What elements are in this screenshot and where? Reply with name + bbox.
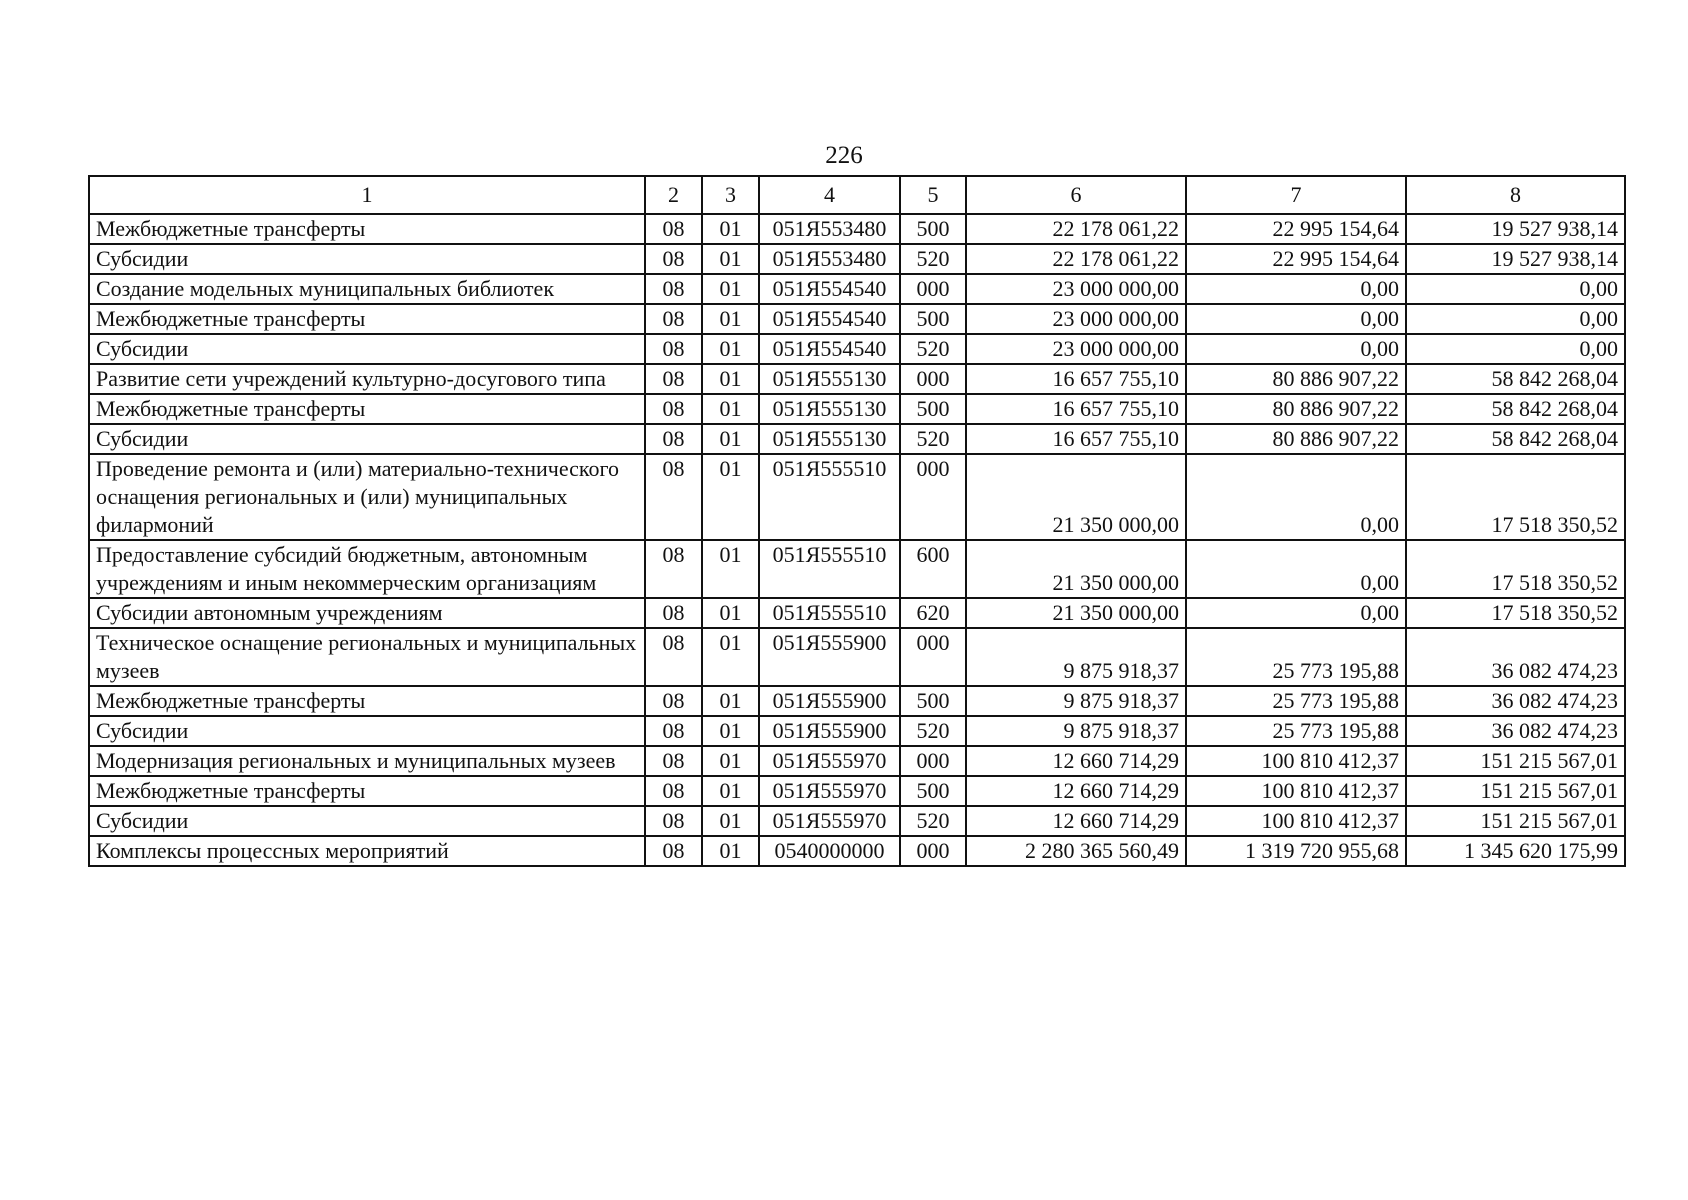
target-article-cell: 051Я554540	[759, 334, 900, 364]
amount-col7-cell: 100 810 412,37	[1186, 776, 1406, 806]
table-row	[89, 214, 1625, 244]
subsection-code-cell: 01	[702, 628, 759, 686]
target-article-cell: 051Я555510	[759, 454, 900, 540]
item-name-cell: Межбюджетные трансферты	[89, 394, 645, 424]
section-code-cell: 08	[645, 686, 702, 716]
subsection-code-cell: 01	[702, 806, 759, 836]
amount-col7-cell: 80 886 907,22	[1186, 364, 1406, 394]
section-code-cell: 08	[645, 628, 702, 686]
section-code-cell: 08	[645, 454, 702, 540]
header-cell-4: 4	[759, 176, 900, 214]
target-article-cell: 051Я553480	[759, 214, 900, 244]
section-code-cell: 08	[645, 394, 702, 424]
section-code-cell: 08	[645, 424, 702, 454]
amount-col7-cell: 0,00	[1186, 274, 1406, 304]
amount-col8-cell: 151 215 567,01	[1406, 776, 1625, 806]
table-row	[89, 364, 1625, 394]
expense-type-cell: 000	[900, 364, 966, 394]
expense-type-cell: 500	[900, 776, 966, 806]
amount-col7-cell: 25 773 195,88	[1186, 716, 1406, 746]
target-article-cell: 051Я555970	[759, 746, 900, 776]
target-article-cell: 051Я554540	[759, 304, 900, 334]
target-article-cell: 051Я555900	[759, 628, 900, 686]
amount-col8-cell: 58 842 268,04	[1406, 364, 1625, 394]
target-article-cell: 051Я555900	[759, 686, 900, 716]
subsection-code-cell: 01	[702, 836, 759, 866]
target-article-cell: 051Я555970	[759, 806, 900, 836]
section-code-cell: 08	[645, 746, 702, 776]
amount-col8-cell: 58 842 268,04	[1406, 424, 1625, 454]
target-article-cell: 051Я555130	[759, 364, 900, 394]
expense-type-cell: 000	[900, 628, 966, 686]
expense-type-cell: 500	[900, 214, 966, 244]
subsection-code-cell: 01	[702, 424, 759, 454]
item-name-cell: Межбюджетные трансферты	[89, 304, 645, 334]
header-cell-2: 2	[645, 176, 702, 214]
amount-col7-cell: 80 886 907,22	[1186, 424, 1406, 454]
amount-col8-cell: 36 082 474,23	[1406, 628, 1625, 686]
amount-col8-cell: 19 527 938,14	[1406, 214, 1625, 244]
subsection-code-cell: 01	[702, 746, 759, 776]
amount-col7-cell: 0,00	[1186, 304, 1406, 334]
amount-col8-cell: 17 518 350,52	[1406, 598, 1625, 628]
expense-type-cell: 500	[900, 304, 966, 334]
amount-col7-cell: 80 886 907,22	[1186, 394, 1406, 424]
amount-col8-cell: 151 215 567,01	[1406, 806, 1625, 836]
item-name-cell: Предоставление субсидий бюджетным, автономным учреждениям и иным некоммерческим организациям	[89, 540, 645, 598]
amount-col7-cell: 0,00	[1186, 454, 1406, 540]
table-row	[89, 776, 1625, 806]
amount-col8-cell: 17 518 350,52	[1406, 540, 1625, 598]
table-row	[89, 806, 1625, 836]
expense-type-cell: 000	[900, 454, 966, 540]
amount-col6-cell: 9 875 918,37	[966, 716, 1186, 746]
amount-col8-cell: 0,00	[1406, 334, 1625, 364]
table-row	[89, 244, 1625, 274]
target-article-cell: 051Я555510	[759, 598, 900, 628]
expense-type-cell: 000	[900, 746, 966, 776]
amount-col7-cell: 0,00	[1186, 334, 1406, 364]
subsection-code-cell: 01	[702, 214, 759, 244]
expense-type-cell: 500	[900, 686, 966, 716]
item-name-cell: Субсидии автономным учреждениям	[89, 598, 645, 628]
item-name-cell: Проведение ремонта и (или) материально-технического оснащения региональных и (или) муниципальных филармоний	[89, 454, 645, 540]
subsection-code-cell: 01	[702, 776, 759, 806]
amount-col6-cell: 23 000 000,00	[966, 334, 1186, 364]
amount-col8-cell: 0,00	[1406, 304, 1625, 334]
item-name-cell: Субсидии	[89, 806, 645, 836]
amount-col8-cell: 17 518 350,52	[1406, 454, 1625, 540]
amount-col6-cell: 12 660 714,29	[966, 806, 1186, 836]
amount-col6-cell: 21 350 000,00	[966, 454, 1186, 540]
amount-col7-cell: 22 995 154,64	[1186, 214, 1406, 244]
target-article-cell: 051Я555970	[759, 776, 900, 806]
amount-col6-cell: 23 000 000,00	[966, 304, 1186, 334]
amount-col6-cell: 16 657 755,10	[966, 424, 1186, 454]
item-name-cell: Межбюджетные трансферты	[89, 214, 645, 244]
amount-col8-cell: 36 082 474,23	[1406, 686, 1625, 716]
target-article-cell: 051Я553480	[759, 244, 900, 274]
amount-col6-cell: 22 178 061,22	[966, 244, 1186, 274]
amount-col6-cell: 12 660 714,29	[966, 746, 1186, 776]
amount-col6-cell: 21 350 000,00	[966, 598, 1186, 628]
expense-type-cell: 520	[900, 334, 966, 364]
section-code-cell: 08	[645, 776, 702, 806]
amount-col7-cell: 100 810 412,37	[1186, 806, 1406, 836]
expense-type-cell: 000	[900, 274, 966, 304]
amount-col6-cell: 9 875 918,37	[966, 628, 1186, 686]
section-code-cell: 08	[645, 214, 702, 244]
amount-col6-cell: 16 657 755,10	[966, 364, 1186, 394]
table-row	[89, 746, 1625, 776]
header-cell-8: 8	[1406, 176, 1625, 214]
amount-col6-cell: 9 875 918,37	[966, 686, 1186, 716]
header-cell-7: 7	[1186, 176, 1406, 214]
amount-col6-cell: 12 660 714,29	[966, 776, 1186, 806]
amount-col7-cell: 25 773 195,88	[1186, 628, 1406, 686]
section-code-cell: 08	[645, 244, 702, 274]
amount-col7-cell: 0,00	[1186, 598, 1406, 628]
table-row	[89, 454, 1625, 540]
item-name-cell: Субсидии	[89, 424, 645, 454]
amount-col7-cell: 1 319 720 955,68	[1186, 836, 1406, 866]
expense-type-cell: 520	[900, 244, 966, 274]
table-row	[89, 628, 1625, 686]
amount-col7-cell: 22 995 154,64	[1186, 244, 1406, 274]
subsection-code-cell: 01	[702, 454, 759, 540]
amount-col7-cell: 0,00	[1186, 540, 1406, 598]
table-row	[89, 836, 1625, 866]
subsection-code-cell: 01	[702, 394, 759, 424]
target-article-cell: 051Я555510	[759, 540, 900, 598]
section-code-cell: 08	[645, 836, 702, 866]
amount-col6-cell: 23 000 000,00	[966, 274, 1186, 304]
item-name-cell: Субсидии	[89, 716, 645, 746]
section-code-cell: 08	[645, 540, 702, 598]
target-article-cell: 0540000000	[759, 836, 900, 866]
expense-type-cell: 620	[900, 598, 966, 628]
table-row	[89, 540, 1625, 598]
amount-col8-cell: 0,00	[1406, 274, 1625, 304]
expense-type-cell: 520	[900, 716, 966, 746]
section-code-cell: 08	[645, 598, 702, 628]
section-code-cell: 08	[645, 716, 702, 746]
table-row	[89, 716, 1625, 746]
subsection-code-cell: 01	[702, 364, 759, 394]
item-name-cell: Субсидии	[89, 334, 645, 364]
item-name-cell: Модернизация региональных и муниципальных музеев	[89, 746, 645, 776]
table-row	[89, 274, 1625, 304]
section-code-cell: 08	[645, 806, 702, 836]
table-row	[89, 304, 1625, 334]
budget-table	[88, 175, 1626, 867]
amount-col6-cell: 2 280 365 560,49	[966, 836, 1186, 866]
table-row	[89, 394, 1625, 424]
table-row	[89, 686, 1625, 716]
expense-type-cell: 600	[900, 540, 966, 598]
subsection-code-cell: 01	[702, 716, 759, 746]
section-code-cell: 08	[645, 364, 702, 394]
section-code-cell: 08	[645, 274, 702, 304]
header-cell-5: 5	[900, 176, 966, 214]
expense-type-cell: 500	[900, 394, 966, 424]
item-name-cell: Создание модельных муниципальных библиотек	[89, 274, 645, 304]
header-cell-3: 3	[702, 176, 759, 214]
expense-type-cell: 000	[900, 836, 966, 866]
subsection-code-cell: 01	[702, 540, 759, 598]
table-body	[89, 214, 1625, 866]
amount-col6-cell: 16 657 755,10	[966, 394, 1186, 424]
amount-col8-cell: 36 082 474,23	[1406, 716, 1625, 746]
item-name-cell: Техническое оснащение региональных и муниципальных музеев	[89, 628, 645, 686]
target-article-cell: 051Я554540	[759, 274, 900, 304]
subsection-code-cell: 01	[702, 244, 759, 274]
amount-col6-cell: 22 178 061,22	[966, 214, 1186, 244]
subsection-code-cell: 01	[702, 598, 759, 628]
target-article-cell: 051Я555130	[759, 424, 900, 454]
subsection-code-cell: 01	[702, 334, 759, 364]
item-name-cell: Межбюджетные трансферты	[89, 776, 645, 806]
amount-col7-cell: 25 773 195,88	[1186, 686, 1406, 716]
section-code-cell: 08	[645, 334, 702, 364]
item-name-cell: Межбюджетные трансферты	[89, 686, 645, 716]
amount-col8-cell: 151 215 567,01	[1406, 746, 1625, 776]
amount-col7-cell: 100 810 412,37	[1186, 746, 1406, 776]
table-header	[89, 176, 1625, 214]
expense-type-cell: 520	[900, 806, 966, 836]
table-row	[89, 334, 1625, 364]
amount-col8-cell: 58 842 268,04	[1406, 394, 1625, 424]
header-cell-6: 6	[966, 176, 1186, 214]
item-name-cell: Субсидии	[89, 244, 645, 274]
subsection-code-cell: 01	[702, 274, 759, 304]
header-row	[89, 176, 1625, 214]
table-row	[89, 598, 1625, 628]
subsection-code-cell: 01	[702, 686, 759, 716]
subsection-code-cell: 01	[702, 304, 759, 334]
target-article-cell: 051Я555900	[759, 716, 900, 746]
section-code-cell: 08	[645, 304, 702, 334]
page-number: 226	[825, 142, 863, 169]
table-row	[89, 424, 1625, 454]
amount-col8-cell: 1 345 620 175,99	[1406, 836, 1625, 866]
target-article-cell: 051Я555130	[759, 394, 900, 424]
expense-type-cell: 520	[900, 424, 966, 454]
item-name-cell: Комплексы процессных мероприятий	[89, 836, 645, 866]
header-cell-1: 1	[89, 176, 645, 214]
amount-col6-cell: 21 350 000,00	[966, 540, 1186, 598]
amount-col8-cell: 19 527 938,14	[1406, 244, 1625, 274]
item-name-cell: Развитие сети учреждений культурно-досугового типа	[89, 364, 645, 394]
